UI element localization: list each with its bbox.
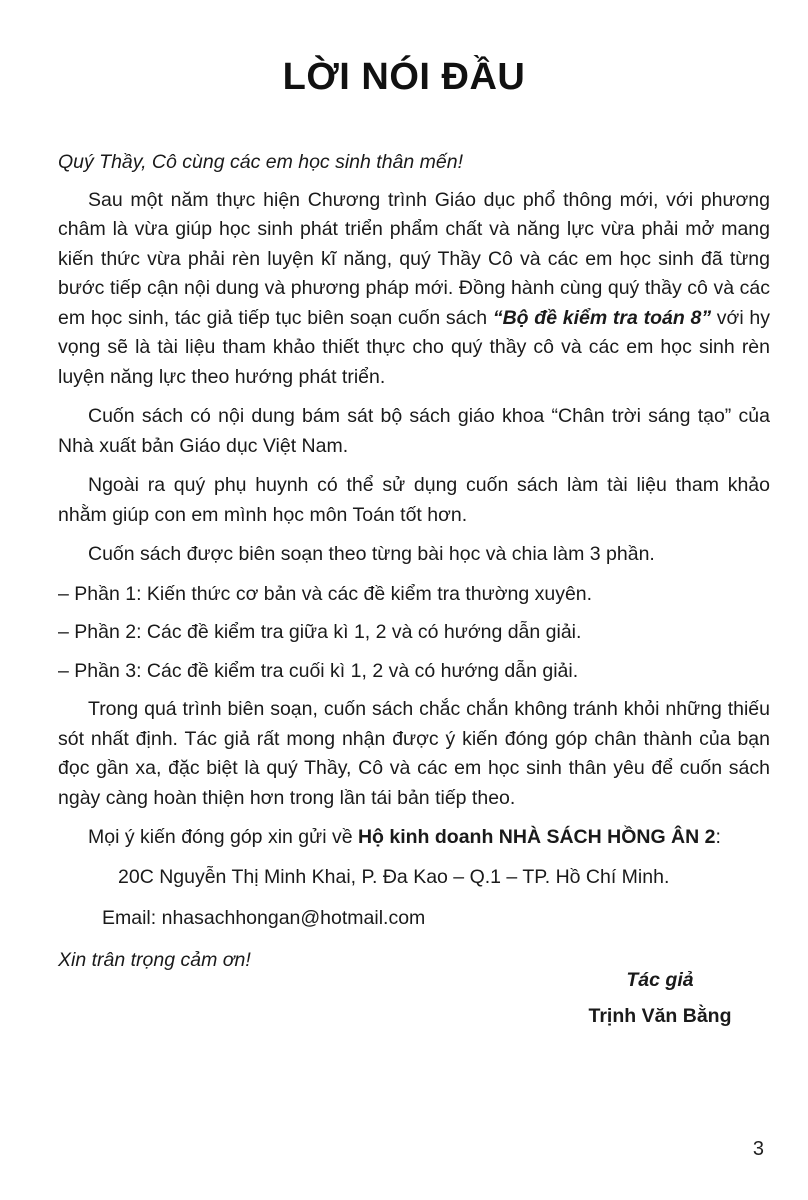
- page-title: LỜI NÓI ĐẦU: [282, 56, 526, 98]
- paragraph-textbook: Cuốn sách có nội dung bám sát bộ sách giáo khoa “Chân trời sáng tạo” của Nhà xuất bản Giáo dục Việt Nam.: [58, 405, 770, 457]
- author-name: Trịnh Văn Bằng: [588, 1005, 732, 1027]
- contact-intro: Mọi ý kiến đóng góp xin gửi về: [88, 826, 358, 848]
- contact-colon: :: [715, 826, 721, 848]
- paragraph-intro: [58, 186, 770, 393]
- list-item-part-1: – Phần 1: Kiến thức cơ bản và các đề kiểm tra thường xuyên.: [58, 582, 593, 605]
- author-signature: [560, 962, 760, 1034]
- contact-line: [58, 823, 770, 853]
- list-item-part-2: – Phần 2: Các đề kiểm tra giữa kì 1, 2 và có hướng dẫn giải.: [58, 621, 582, 643]
- paragraph-intro-end: với hy vọng sẽ là tài liệu tham khảo thiết thực cho quý thầy cô và các em học sinh rèn luyện năng lực theo hướng phát triển.: [58, 306, 770, 388]
- preface-body: [58, 148, 770, 985]
- greeting: Quý Thầy, Cô cùng các em học sinh thân mến!: [58, 151, 464, 173]
- publisher-address: 20C Nguyễn Thị Minh Khai, P. Đa Kao – Q.1 – TP. Hồ Chí Minh.: [118, 865, 670, 888]
- list-item-part-3: – Phần 3: Các đề kiểm tra cuối kì 1, 2 và có hướng dẫn giải.: [58, 659, 579, 682]
- author-role: Tác giả: [626, 969, 694, 991]
- paragraph-parents: Ngoài ra quý phụ huynh có thể sử dụng cuốn sách làm tài liệu tham khảo nhằm giúp con em mình học môn Toán tốt hơn.: [58, 474, 770, 526]
- page-number: 3: [752, 1138, 764, 1160]
- closing-thanks: Xin trân trọng cảm ơn!: [58, 948, 251, 971]
- publisher-name: Hộ kinh doanh NHÀ SÁCH HỒNG ÂN 2: [357, 826, 716, 848]
- paragraph-intro-start: Sau một năm thực hiện Chương trình Giáo dục phổ thông mới, với phương châm là vừa giúp học sinh phát triển phẩm chất và năng lực vừa phải mở mang kiến thức vừa phải rèn luyện kĩ năng, quý Thầy Cô và các em học sinh đã từng bước tiếp cận nội dung và phương pháp mới. Đồng hành cùng quý thầy cô và các em học sinh, tác giả tiếp tục biên soạn cuốn sách: [58, 188, 770, 329]
- paragraph-feedback: Trong quá trình biên soạn, cuốn sách chắc chắn không tránh khỏi những thiếu sót nhất định. Tác giả rất mong nhận được ý kiến đóng góp chân thành của bạn đọc gần xa, đặc biệt là quý Thầy, Cô và các em học sinh thân yêu để cuốn sách ngày càng hoàn thiện hơn trong lần tái bản tiếp theo.: [58, 698, 770, 809]
- book-title: “Bộ đề kiểm tra toán 8”: [492, 306, 712, 329]
- publisher-email: Email: nhasachhongan@hotmail.com: [102, 907, 426, 929]
- paragraph-structure: Cuốn sách được biên soạn theo từng bài học và chia làm 3 phần.: [88, 543, 655, 565]
